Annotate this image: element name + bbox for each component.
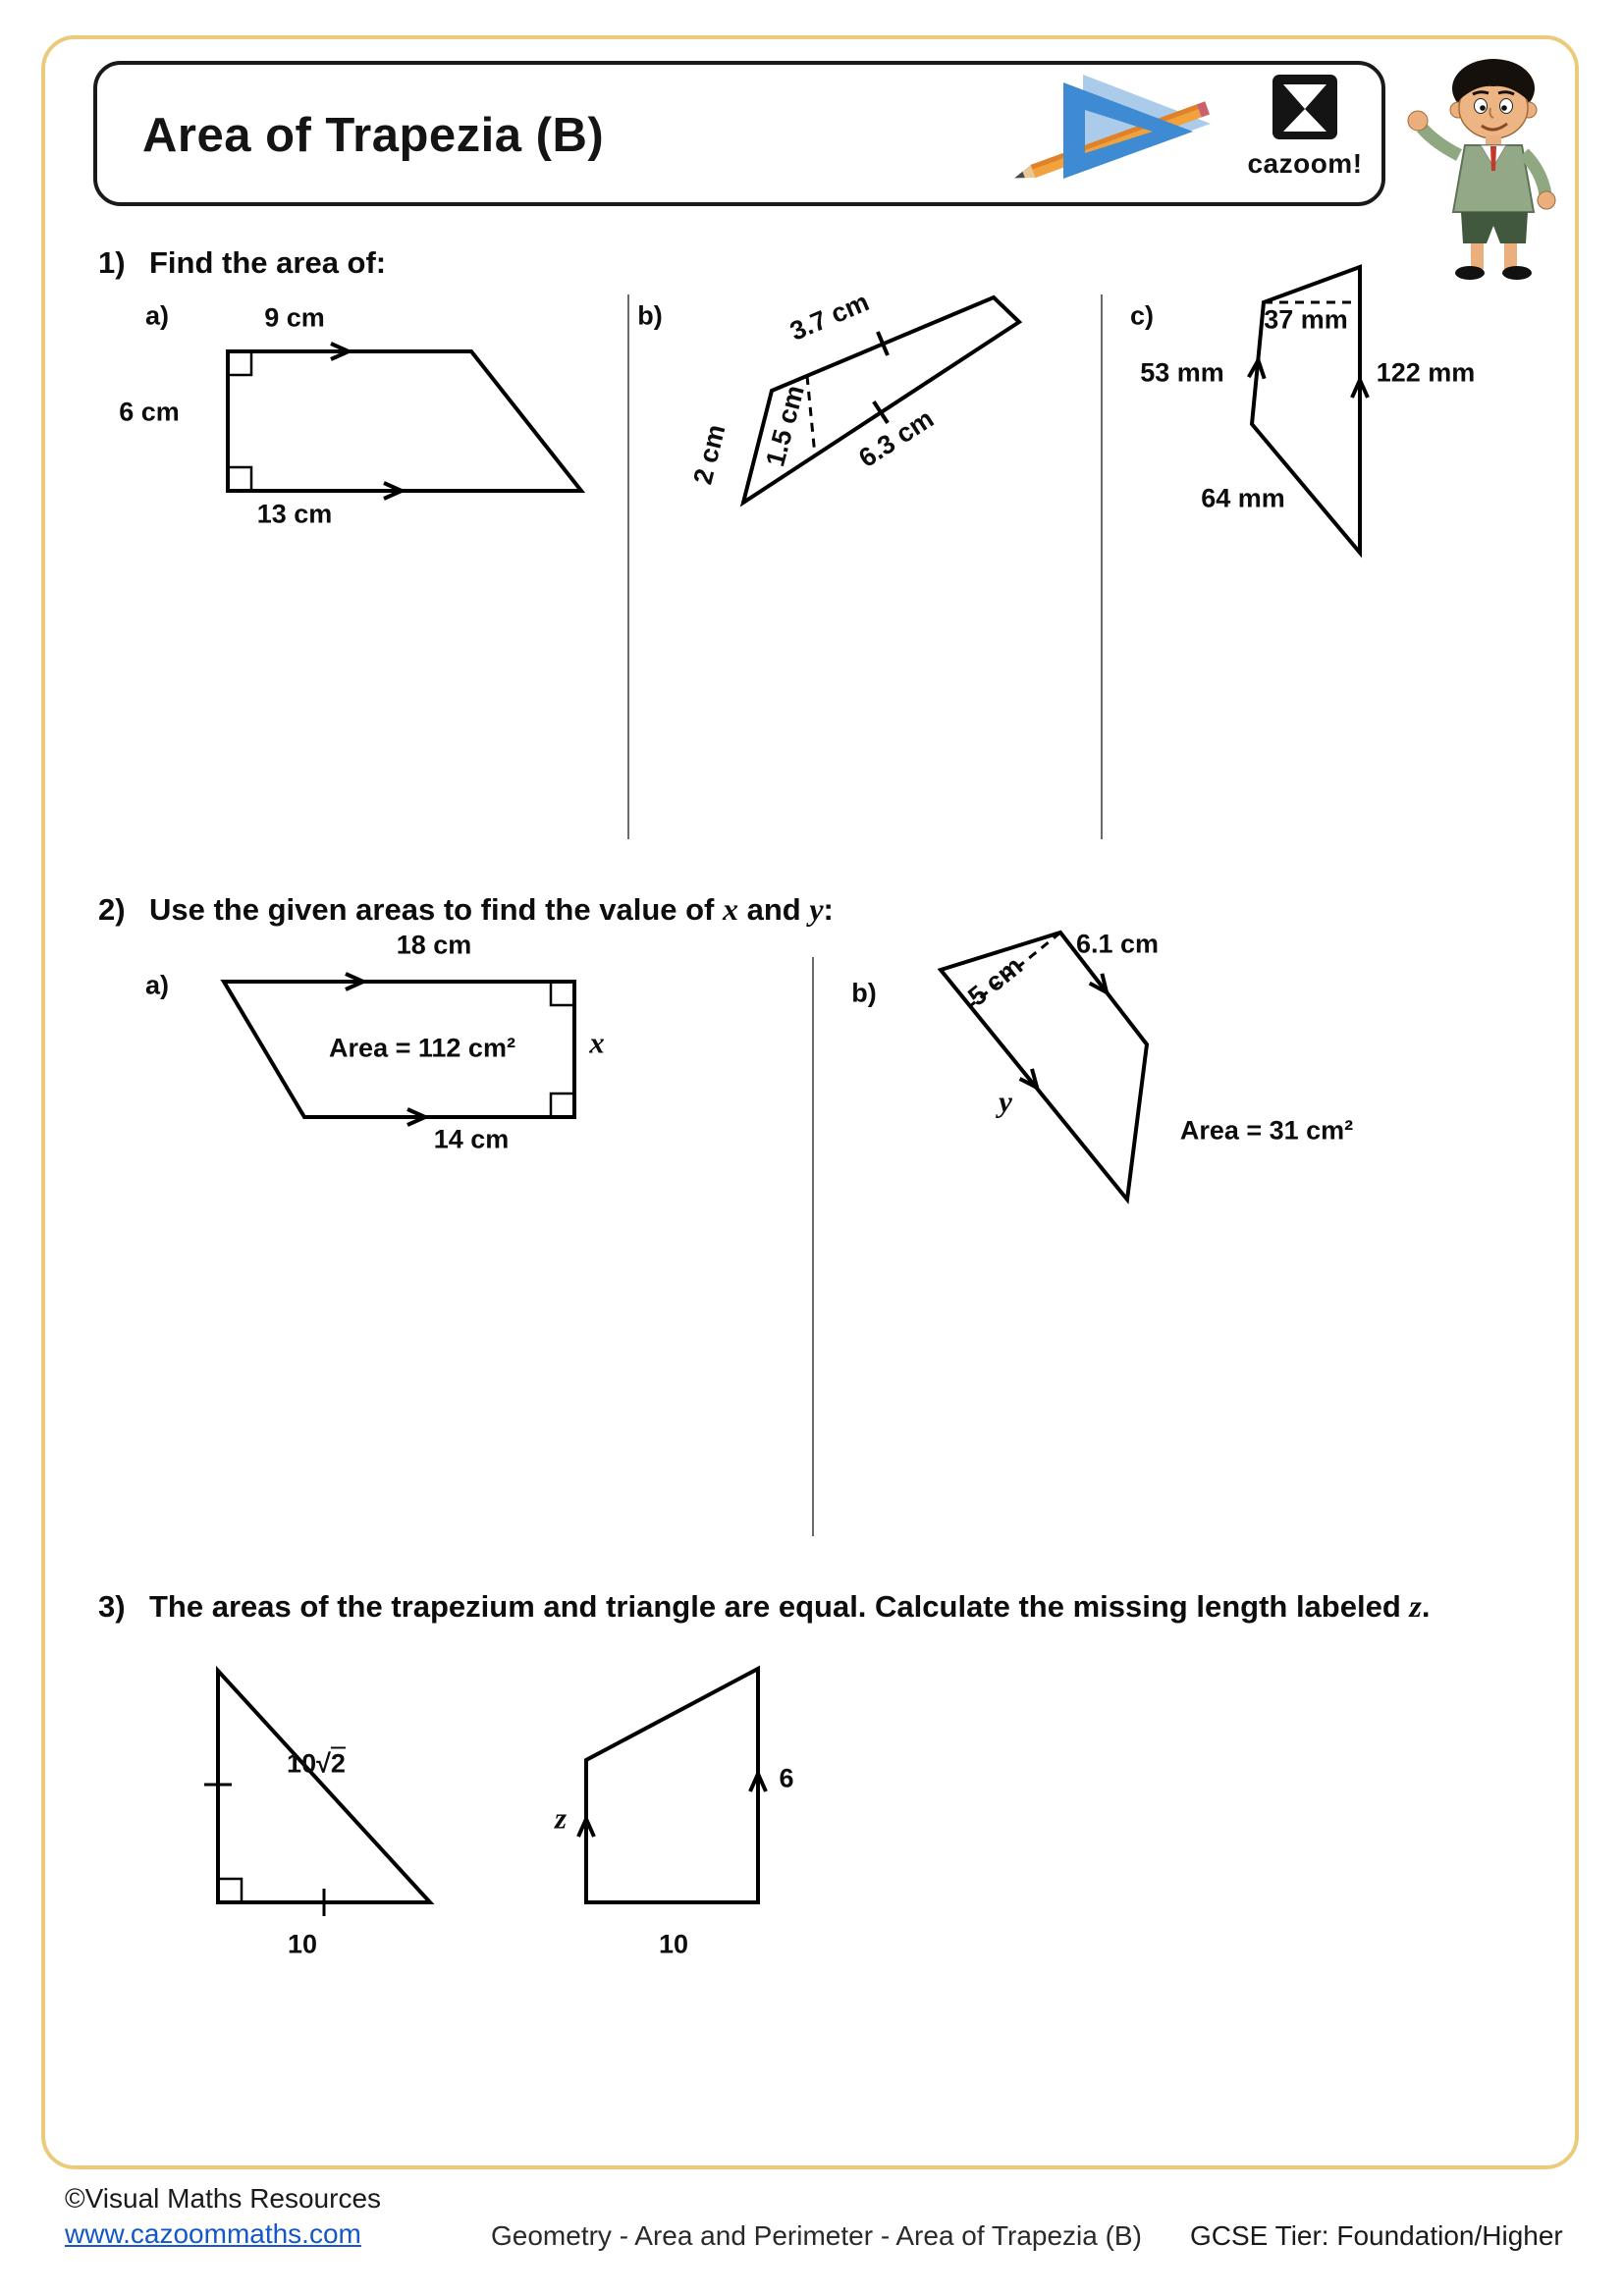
- q1c-bottom-dim: 64 mm: [1201, 483, 1285, 513]
- q2b-area-label: Area = 31 cm²: [1179, 1115, 1354, 1146]
- set-square-pencil-illustration: [993, 69, 1223, 201]
- q2a-top-dim: 18 cm: [396, 930, 472, 960]
- q2-var-x: x: [722, 891, 738, 927]
- cazoom-logo-glyph: [1271, 73, 1339, 143]
- q1-number: 1): [98, 245, 126, 280]
- q1c-label: c): [1129, 300, 1155, 331]
- website-link[interactable]: www.cazoommaths.com: [65, 2218, 361, 2249]
- q2-heading: [98, 891, 834, 928]
- copyright-text: ©Visual Maths Resources: [65, 2183, 382, 2214]
- q1b-height-dim: 1.5 cm: [760, 382, 810, 470]
- q2b-height-dim: 5 cm: [962, 950, 1029, 1012]
- q1b-top-dim: 3.7 cm: [785, 287, 874, 347]
- q1c-left-dim: 53 mm: [1140, 357, 1224, 388]
- q1a-label: a): [144, 300, 170, 331]
- q2b-slant-dim: 6.1 cm: [1075, 929, 1160, 959]
- page-border: [41, 35, 1579, 2169]
- q1c-right-dim: 122 mm: [1376, 357, 1476, 388]
- q2a-bottom-dim: 14 cm: [433, 1124, 510, 1154]
- q1c-top-dim: 37 mm: [1264, 304, 1348, 335]
- q1-prompt: Find the area of:: [149, 245, 387, 280]
- q2a-side-var: x: [589, 1025, 605, 1060]
- q2-prompt-colon: :: [823, 892, 834, 927]
- q1a-top-dim: 9 cm: [264, 302, 325, 333]
- q3-triangle-base-dim: 10: [287, 1929, 318, 1959]
- q2-number: 2): [98, 892, 126, 927]
- q3-prompt-period: .: [1421, 1589, 1431, 1624]
- cazoom-logo: [1236, 73, 1374, 180]
- q1b-label: b): [637, 300, 663, 331]
- q1b-bottom-dim: 6.3 cm: [853, 403, 940, 474]
- q2b-label: b): [851, 978, 877, 1008]
- q3-radical-sign: √: [316, 1748, 331, 1779]
- q1a-bottom-dim: 13 cm: [256, 499, 333, 529]
- q2-prompt: Use the given areas to find the value of: [149, 892, 723, 927]
- q2-var-y: y: [809, 891, 824, 927]
- q3-prompt: The areas of the trapezium and triangle are equal. Calculate the missing length labeled: [149, 1589, 1410, 1624]
- cazoom-logo-text: cazoom!: [1247, 148, 1363, 179]
- q2-prompt-mid: and: [737, 892, 810, 927]
- q3-trapezium-bottom-dim: 10: [658, 1929, 689, 1959]
- boy-character-illustration: [1398, 49, 1585, 280]
- q3-heading: [98, 1588, 1430, 1625]
- q1b-side-dim: 2 cm: [687, 421, 731, 488]
- q3-trapezium-left-var: z: [554, 1800, 568, 1836]
- worksheet-title: Area of Trapezia (B): [142, 109, 605, 162]
- q3-trapezium-right-dim: 6: [779, 1763, 794, 1793]
- q3-hypotenuse-dim: [287, 1748, 346, 1779]
- q1-heading: [98, 245, 386, 281]
- q3-radicand: 2: [330, 1748, 346, 1779]
- q2a-area-label: Area = 112 cm²: [329, 1033, 515, 1063]
- q2b-side-var: y: [999, 1084, 1012, 1119]
- q2a-label: a): [144, 970, 170, 1000]
- q3-number: 3): [98, 1589, 126, 1624]
- q3-var-z: z: [1409, 1588, 1422, 1624]
- q1a-left-dim: 6 cm: [119, 397, 180, 427]
- footer-breadcrumb: Geometry - Area and Perimeter - Area of Trapezia (B): [491, 2220, 1142, 2251]
- header: [93, 61, 1385, 206]
- q3-hyp-coefficient: 10: [287, 1748, 317, 1779]
- footer-tier: GCSE Tier: Foundation/Higher: [1190, 2220, 1563, 2251]
